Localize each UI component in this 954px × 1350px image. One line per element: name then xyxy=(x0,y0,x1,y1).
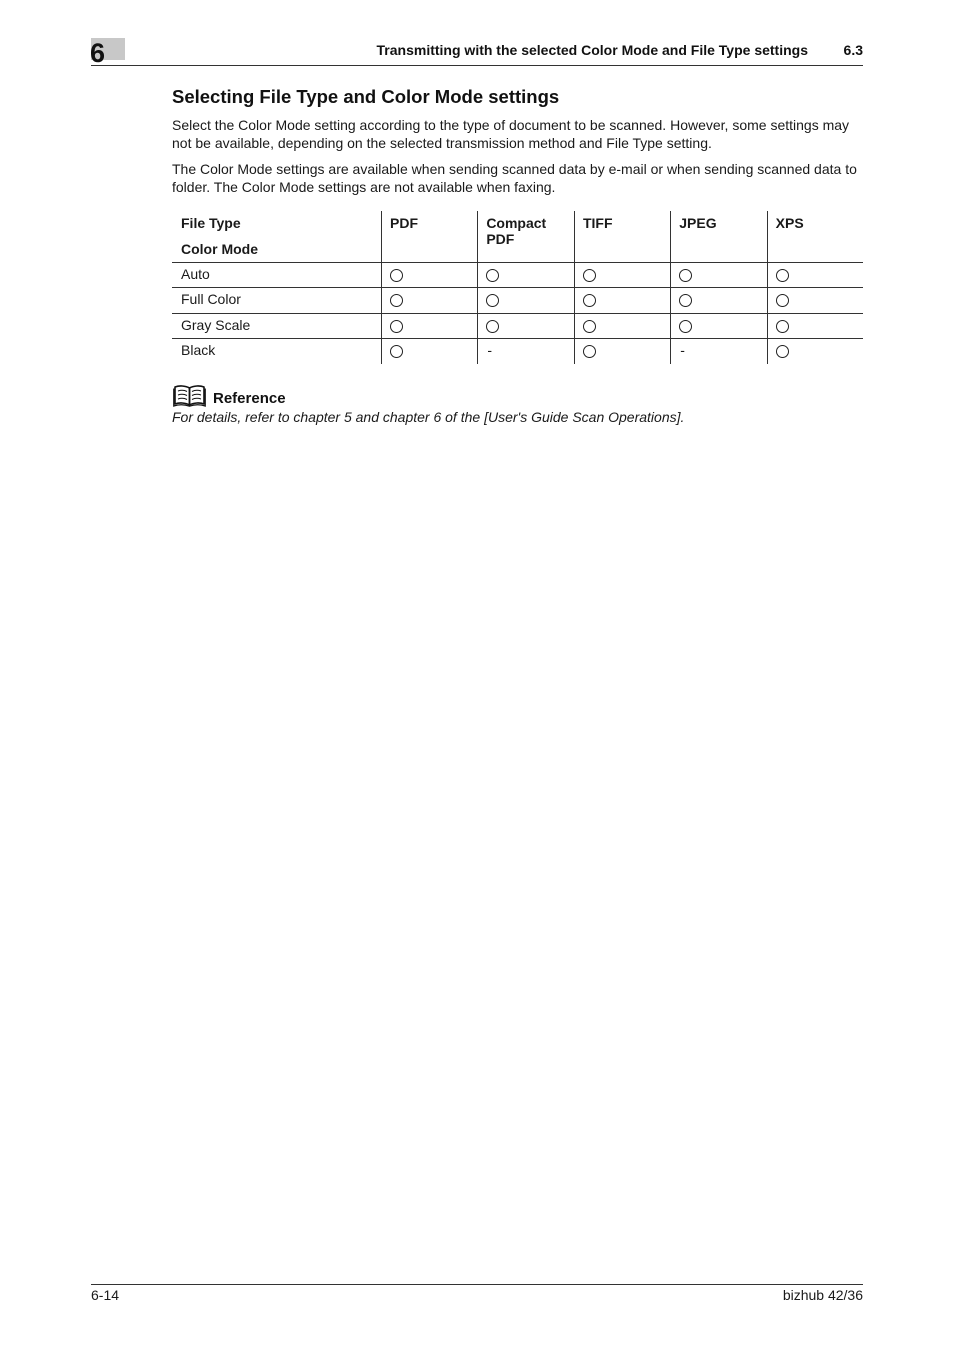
product-name: bizhub 42/36 xyxy=(782,1287,863,1303)
file-type-header: File Type xyxy=(181,215,241,231)
table-cell xyxy=(574,262,670,288)
running-header-section: 6.3 xyxy=(843,42,863,58)
table-body xyxy=(172,262,863,364)
column-header-label: XPS xyxy=(775,215,804,231)
column-header-tiff xyxy=(574,211,670,262)
table-row xyxy=(172,339,863,365)
available-circle-icon xyxy=(486,294,499,307)
table-header-row xyxy=(172,211,863,262)
reference-label: Reference xyxy=(213,390,286,407)
table-cell xyxy=(767,288,863,314)
book-icon xyxy=(173,383,206,407)
table-cell xyxy=(478,288,575,314)
available-circle-icon xyxy=(583,320,596,333)
chapter-number: 6 xyxy=(90,38,106,68)
table-cell xyxy=(478,339,575,365)
row-label: Auto xyxy=(181,265,210,282)
table-cell xyxy=(671,313,767,339)
available-circle-icon xyxy=(486,320,499,333)
row-label: Full Color xyxy=(181,291,241,307)
column-header-xps xyxy=(767,211,863,262)
available-circle-icon xyxy=(679,320,692,333)
available-circle-icon xyxy=(583,294,596,307)
table-cell xyxy=(574,313,670,339)
available-circle-icon xyxy=(390,294,403,307)
table-cell xyxy=(382,339,478,365)
file-type-color-mode-table xyxy=(172,211,863,364)
section-heading: Selecting File Type and Color Mode settings xyxy=(172,86,560,107)
table-cell xyxy=(382,288,478,314)
intro-paragraph: Select the Color Mode setting according to the type of document to be scanned. However, some settings may not be available, depending on the selected transmission method and File Type setting. xyxy=(172,117,850,151)
column-header-compact-pdf xyxy=(478,211,575,262)
table-cell xyxy=(671,288,767,314)
available-circle-icon xyxy=(583,345,596,358)
table-cell xyxy=(767,313,863,339)
column-header-pdf xyxy=(382,211,478,262)
available-circle-icon xyxy=(679,294,692,307)
column-header-label: PDF xyxy=(390,215,419,231)
table-cell xyxy=(574,339,670,365)
row-label: Black xyxy=(181,342,216,358)
column-header-label: TIFF xyxy=(582,215,613,231)
row-label: Gray Scale xyxy=(181,316,251,333)
available-circle-icon xyxy=(486,269,499,282)
table-cell xyxy=(671,339,767,365)
available-circle-icon xyxy=(390,269,403,282)
table-cell xyxy=(671,262,767,288)
available-circle-icon xyxy=(390,345,403,358)
table-row xyxy=(172,288,863,314)
available-circle-icon xyxy=(583,269,596,282)
table-cell xyxy=(382,262,478,288)
table-cell xyxy=(574,288,670,314)
column-header-label: Compact xyxy=(486,215,547,231)
available-circle-icon xyxy=(776,320,789,333)
not-available-mark: - xyxy=(680,342,685,358)
table-row xyxy=(172,262,863,288)
table-cell xyxy=(767,262,863,288)
table-cell xyxy=(478,262,575,288)
table-corner-header xyxy=(172,211,382,262)
available-circle-icon xyxy=(679,269,692,282)
available-circle-icon xyxy=(776,345,789,358)
table-cell xyxy=(478,313,575,339)
running-header-title: Transmitting with the selected Color Mode and File Type settings xyxy=(376,42,808,58)
not-available-mark: - xyxy=(487,342,492,358)
table-cell xyxy=(767,339,863,365)
table-row xyxy=(172,313,863,339)
available-circle-icon xyxy=(776,269,789,282)
column-header-label: JPEG xyxy=(679,215,717,231)
header-divider xyxy=(91,65,863,66)
available-circle-icon xyxy=(776,294,789,307)
column-header-jpeg xyxy=(671,211,767,262)
page-number: 6-14 xyxy=(91,1287,120,1303)
color-mode-header: Color Mode xyxy=(181,241,258,257)
reference-text: For details, refer to chapter 5 and chapter 6 of the [User's Guide Scan Operations]. xyxy=(172,409,685,425)
footer-divider xyxy=(91,1284,863,1285)
available-circle-icon xyxy=(390,320,403,333)
availability-paragraph: The Color Mode settings are available when sending scanned data by e-mail or when sending scanned data to folder. The Color Mode settings are not available when faxing. xyxy=(172,161,857,195)
column-header-label-line2: PDF xyxy=(486,231,515,247)
table-cell xyxy=(382,313,478,339)
